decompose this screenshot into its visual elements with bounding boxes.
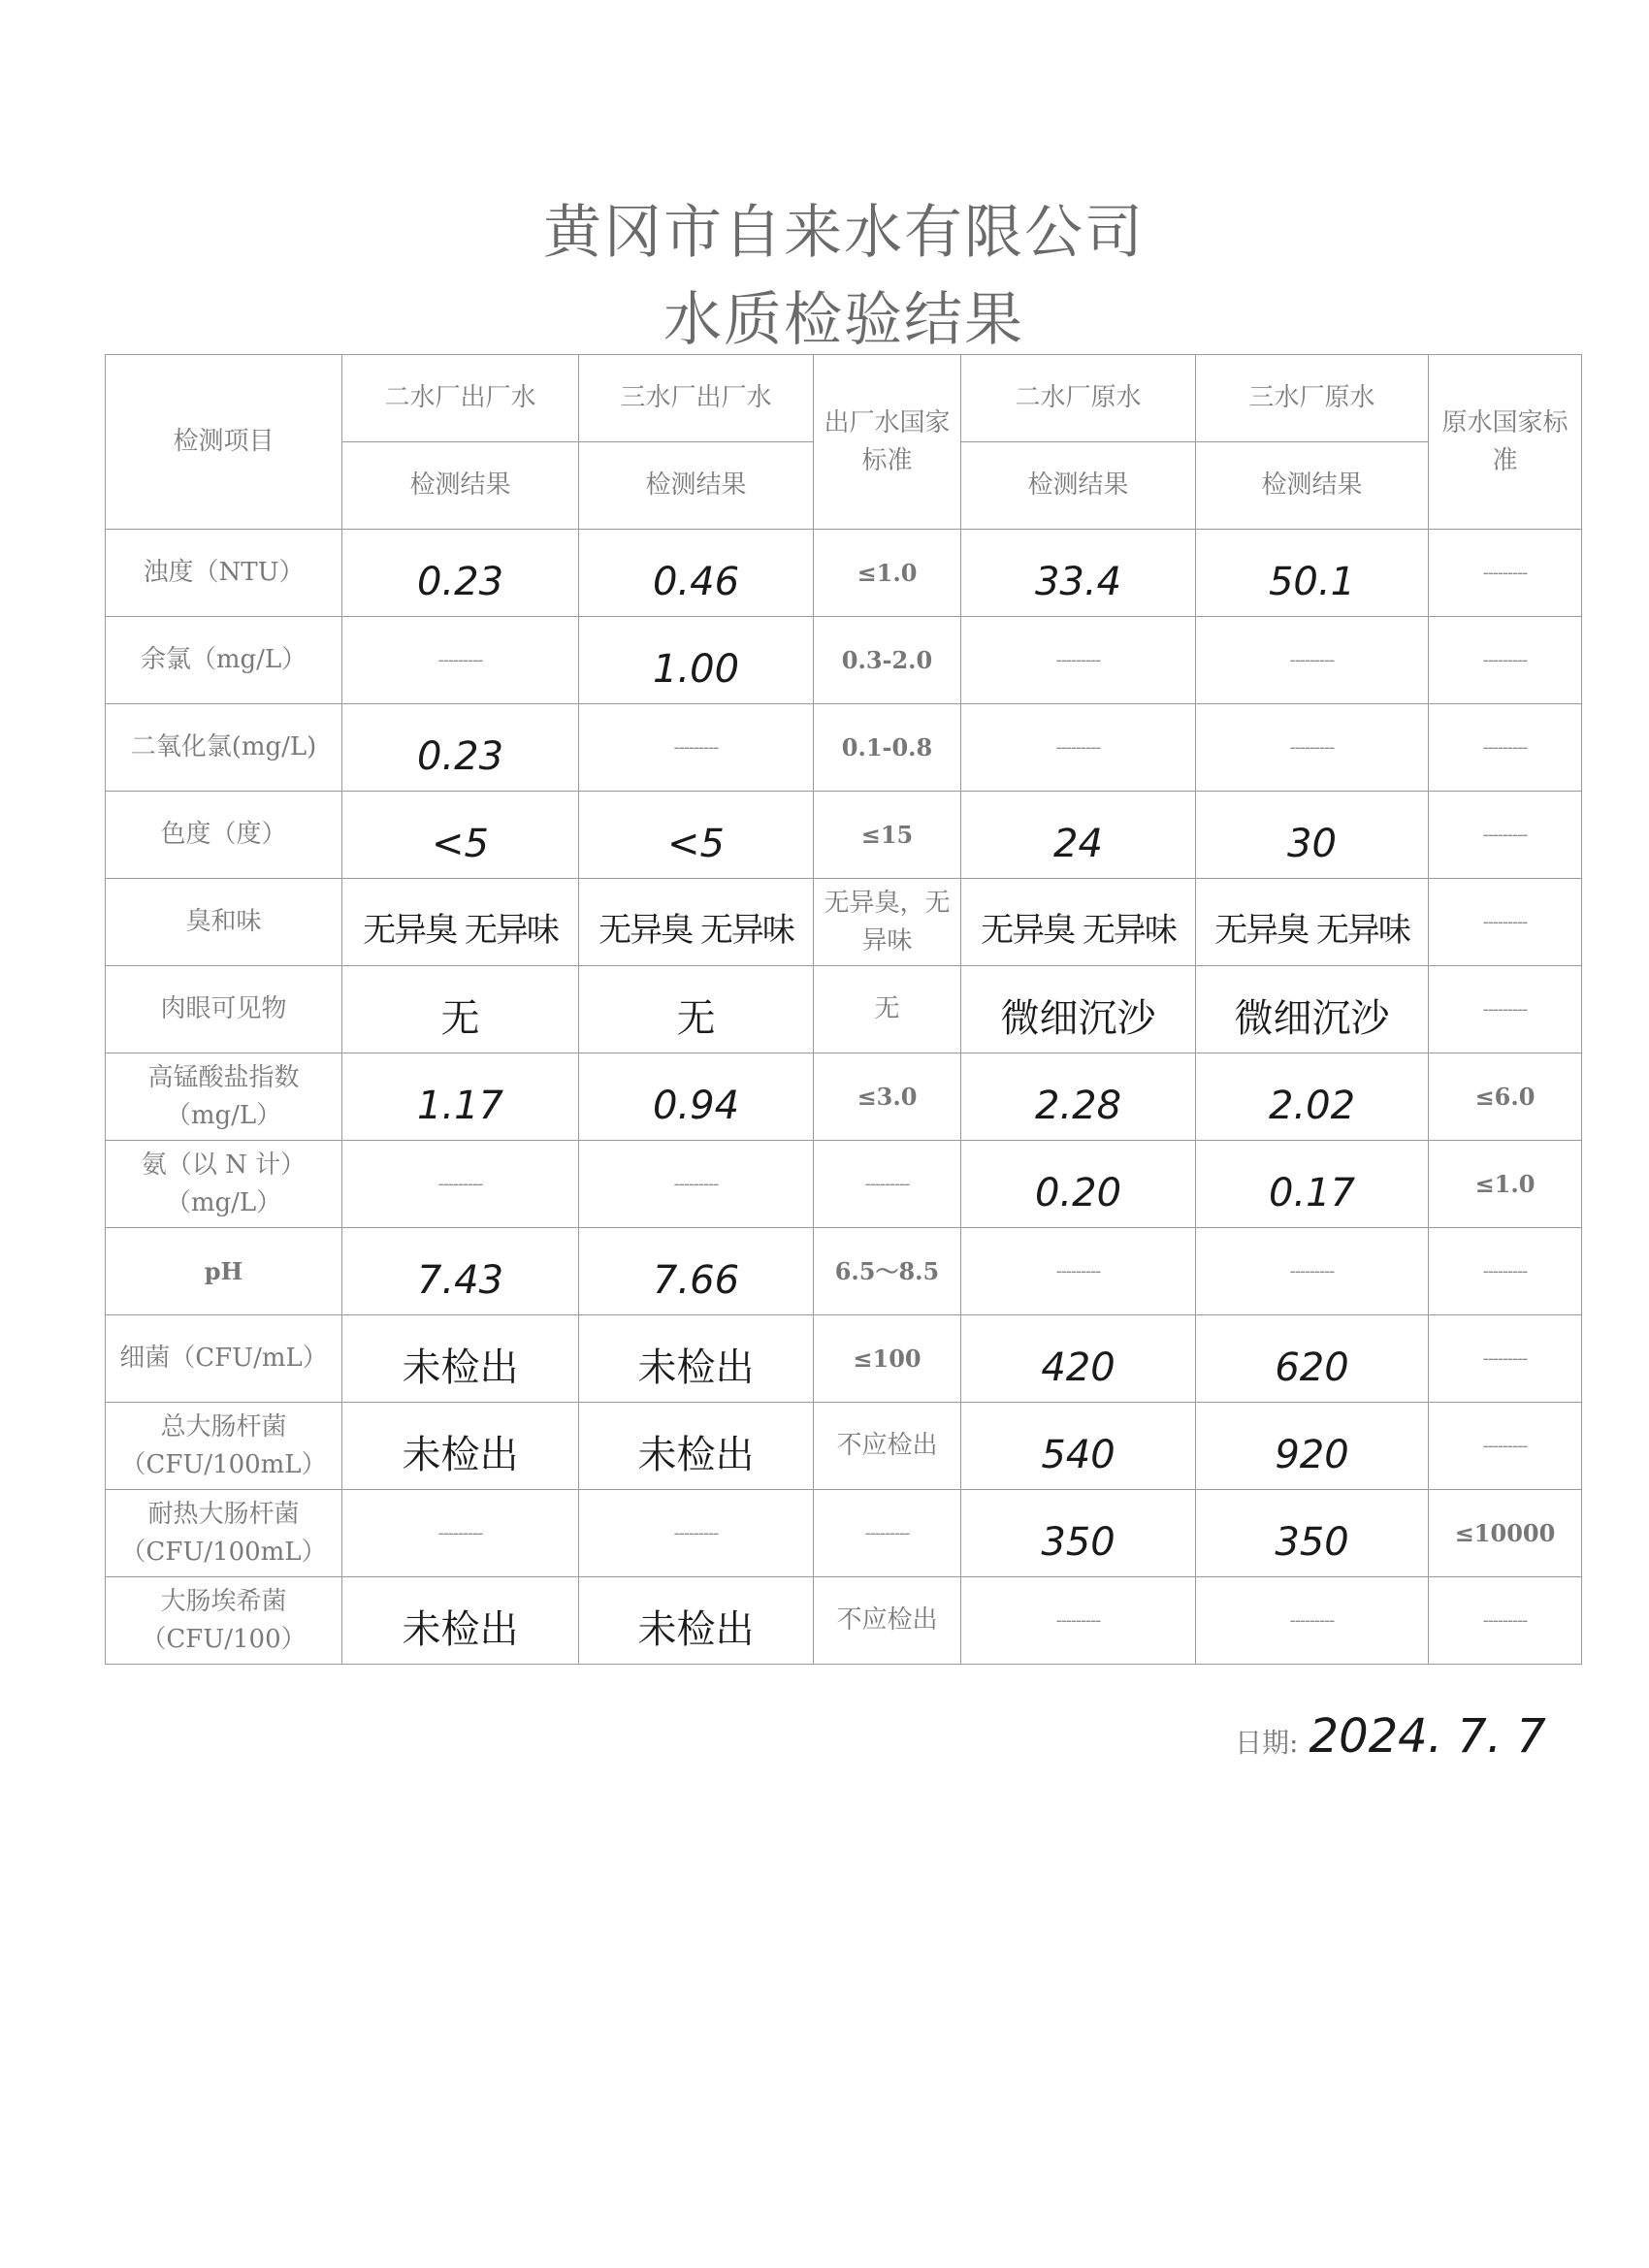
out-standard-cell: 不应检出 — [814, 1403, 961, 1490]
plant3-raw-cell: 30 — [1196, 792, 1429, 879]
plant3-raw-cell: --------- — [1196, 704, 1429, 792]
company-title: 黄冈市自来水有限公司 — [543, 199, 1145, 267]
raw-standard-cell: --------- — [1429, 617, 1582, 704]
header-result: 检测结果 — [1196, 442, 1429, 530]
plant2-out-cell: --------- — [342, 1490, 579, 1577]
header-result: 检测结果 — [579, 442, 814, 530]
plant3-out-cell: 无 — [579, 966, 814, 1053]
plant2-raw-cell: 24 — [961, 792, 1196, 879]
param-cell: 细菌（CFU/mL） — [106, 1315, 342, 1403]
plant2-out-cell: 0.23 — [342, 704, 579, 792]
water-quality-table — [105, 354, 1582, 1665]
plant2-out-cell: 0.23 — [342, 530, 579, 617]
param-cell: 肉眼可见物 — [106, 966, 342, 1053]
table-row — [106, 530, 1582, 617]
plant3-out-cell: 1.00 — [579, 617, 814, 704]
plant2-out-cell: 7.43 — [342, 1228, 579, 1315]
table-row — [106, 1315, 1582, 1403]
plant3-raw-cell: --------- — [1196, 1228, 1429, 1315]
plant3-out-cell: --------- — [579, 704, 814, 792]
header-plant2-out: 二水厂出厂水 — [342, 355, 579, 442]
param-cell: pH — [106, 1228, 342, 1315]
raw-standard-cell: --------- — [1429, 704, 1582, 792]
header-plant2-raw: 二水厂原水 — [961, 355, 1196, 442]
out-standard-cell: ≤15 — [814, 792, 961, 879]
plant3-raw-cell: 920 — [1196, 1403, 1429, 1490]
raw-standard-cell: ≤1.0 — [1429, 1141, 1582, 1228]
plant3-out-cell: 未检出 — [579, 1315, 814, 1403]
plant3-out-cell: --------- — [579, 1141, 814, 1228]
table-row — [106, 1577, 1582, 1665]
plant2-raw-cell: 420 — [961, 1315, 1196, 1403]
table-row — [106, 1490, 1582, 1577]
out-standard-cell: ≤3.0 — [814, 1053, 961, 1141]
raw-standard-cell: ≤10000 — [1429, 1490, 1582, 1577]
plant3-out-cell: 0.94 — [579, 1053, 814, 1141]
plant3-raw-cell: 50.1 — [1196, 530, 1429, 617]
param-cell: 耐热大肠杆菌（CFU/100mL） — [106, 1490, 342, 1577]
header-row-1 — [106, 355, 1582, 442]
out-standard-cell: --------- — [814, 1490, 961, 1577]
table-row — [106, 1141, 1582, 1228]
date-block — [1235, 1709, 1546, 1764]
header-plant3-out: 三水厂出厂水 — [579, 355, 814, 442]
param-cell: 余氯（mg/L） — [106, 617, 342, 704]
out-standard-cell: 0.1-0.8 — [814, 704, 961, 792]
plant2-out-cell: 无 — [342, 966, 579, 1053]
plant2-out-cell: --------- — [342, 1141, 579, 1228]
header-raw-standard: 原水国家标准 — [1429, 355, 1582, 530]
header-out-standard: 出厂水国家标准 — [814, 355, 961, 530]
param-cell: 大肠埃希菌（CFU/100） — [106, 1577, 342, 1665]
plant2-raw-cell: --------- — [961, 617, 1196, 704]
header-result: 检测结果 — [961, 442, 1196, 530]
raw-standard-cell: --------- — [1429, 879, 1582, 966]
plant2-out-cell: 1.17 — [342, 1053, 579, 1141]
raw-standard-cell: --------- — [1429, 1403, 1582, 1490]
plant2-out-cell: <5 — [342, 792, 579, 879]
plant3-out-cell: 7.66 — [579, 1228, 814, 1315]
plant3-out-cell: 未检出 — [579, 1577, 814, 1665]
plant3-raw-cell: 350 — [1196, 1490, 1429, 1577]
plant2-out-cell: 未检出 — [342, 1577, 579, 1665]
plant2-raw-cell: 350 — [961, 1490, 1196, 1577]
plant3-raw-cell: 0.17 — [1196, 1141, 1429, 1228]
raw-standard-cell: --------- — [1429, 1315, 1582, 1403]
plant3-out-cell: 无异臭 无异味 — [579, 879, 814, 966]
header-result: 检测结果 — [342, 442, 579, 530]
plant2-raw-cell: --------- — [961, 704, 1196, 792]
param-cell: 色度（度） — [106, 792, 342, 879]
plant2-out-cell: 无异臭 无异味 — [342, 879, 579, 966]
plant2-raw-cell: 0.20 — [961, 1141, 1196, 1228]
plant2-out-cell: --------- — [342, 617, 579, 704]
raw-standard-cell: --------- — [1429, 530, 1582, 617]
plant3-out-cell: 0.46 — [579, 530, 814, 617]
table-row — [106, 1403, 1582, 1490]
raw-standard-cell: --------- — [1429, 966, 1582, 1053]
date-label: 日期: — [1235, 1727, 1299, 1759]
header-plant3-raw: 三水厂原水 — [1196, 355, 1429, 442]
param-cell: 高锰酸盐指数（mg/L） — [106, 1053, 342, 1141]
out-standard-cell: 无异臭，无异味 — [814, 879, 961, 966]
plant2-raw-cell: 微细沉沙 — [961, 966, 1196, 1053]
raw-standard-cell: --------- — [1429, 1577, 1582, 1665]
table-row — [106, 704, 1582, 792]
param-cell: 臭和味 — [106, 879, 342, 966]
plant3-raw-cell: 2.02 — [1196, 1053, 1429, 1141]
plant3-out-cell: --------- — [579, 1490, 814, 1577]
out-standard-cell: 6.5～8.5 — [814, 1228, 961, 1315]
table-row — [106, 617, 1582, 704]
date-value: 2024. 7. 7 — [1309, 1709, 1546, 1764]
param-cell: 总大肠杆菌（CFU/100mL） — [106, 1403, 342, 1490]
plant3-raw-cell: 无异臭 无异味 — [1196, 879, 1429, 966]
plant3-raw-cell: 微细沉沙 — [1196, 966, 1429, 1053]
plant2-raw-cell: 540 — [961, 1403, 1196, 1490]
table-row — [106, 1053, 1582, 1141]
out-standard-cell: ≤1.0 — [814, 530, 961, 617]
report-title: 水质检验结果 — [663, 286, 1024, 354]
plant3-out-cell: <5 — [579, 792, 814, 879]
plant2-out-cell: 未检出 — [342, 1403, 579, 1490]
table-row — [106, 1228, 1582, 1315]
table-row — [106, 792, 1582, 879]
plant3-raw-cell: 620 — [1196, 1315, 1429, 1403]
raw-standard-cell: --------- — [1429, 792, 1582, 879]
out-standard-cell: 不应检出 — [814, 1577, 961, 1665]
plant2-out-cell: 未检出 — [342, 1315, 579, 1403]
plant2-raw-cell: --------- — [961, 1577, 1196, 1665]
raw-standard-cell: ≤6.0 — [1429, 1053, 1582, 1141]
table-row — [106, 966, 1582, 1053]
plant2-raw-cell: 33.4 — [961, 530, 1196, 617]
plant3-out-cell: 未检出 — [579, 1403, 814, 1490]
table-row — [106, 879, 1582, 966]
header-item: 检测项目 — [106, 355, 342, 530]
raw-standard-cell: --------- — [1429, 1228, 1582, 1315]
plant2-raw-cell: 2.28 — [961, 1053, 1196, 1141]
plant2-raw-cell: --------- — [961, 1228, 1196, 1315]
param-cell: 浊度（NTU） — [106, 530, 342, 617]
out-standard-cell: ≤100 — [814, 1315, 961, 1403]
param-cell: 氨（以 N 计）（mg/L） — [106, 1141, 342, 1228]
plant3-raw-cell: --------- — [1196, 1577, 1429, 1665]
out-standard-cell: 0.3-2.0 — [814, 617, 961, 704]
plant3-raw-cell: --------- — [1196, 617, 1429, 704]
out-standard-cell: --------- — [814, 1141, 961, 1228]
out-standard-cell: 无 — [814, 966, 961, 1053]
plant2-raw-cell: 无异臭 无异味 — [961, 879, 1196, 966]
param-cell: 二氧化氯(mg/L) — [106, 704, 342, 792]
